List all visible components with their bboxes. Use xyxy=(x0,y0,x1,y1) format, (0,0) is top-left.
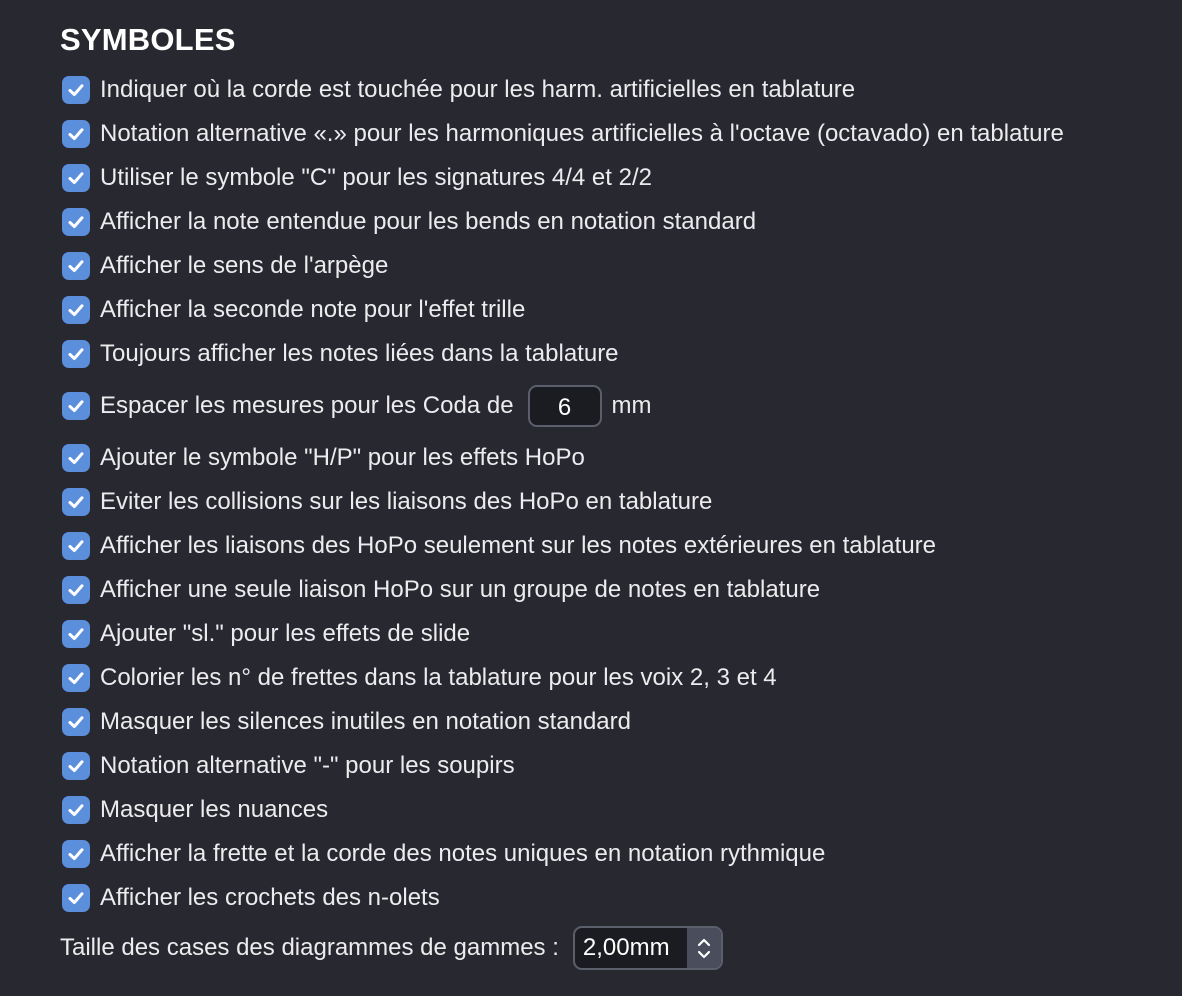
option-row[interactable] xyxy=(62,112,1172,156)
checkbox-checked[interactable] xyxy=(62,444,90,472)
coda-spacing-input[interactable]: 6 xyxy=(528,385,602,427)
option-row[interactable] xyxy=(62,700,1172,744)
checkbox-checked[interactable] xyxy=(62,752,90,780)
checkbox-checked[interactable] xyxy=(62,164,90,192)
option-label: Afficher une seule liaison HoPo sur un groupe de notes en tablature xyxy=(100,576,821,603)
checkbox-checked[interactable] xyxy=(62,392,90,420)
checkmark-icon xyxy=(66,668,86,688)
option-row-coda-spacing[interactable] xyxy=(62,376,1172,436)
checkmark-icon xyxy=(66,580,86,600)
option-row[interactable] xyxy=(62,332,1172,376)
checkmark-icon xyxy=(66,624,86,644)
option-label: Afficher la seconde note pour l'effet trille xyxy=(100,296,526,323)
scale-grid-size-label: Taille des cases des diagrammes de gammes : xyxy=(60,934,559,961)
coda-spacing-unit: mm xyxy=(611,392,652,419)
checkbox-checked[interactable] xyxy=(62,76,90,104)
option-row[interactable] xyxy=(62,200,1172,244)
section-title: SYMBOLES xyxy=(60,22,236,57)
checkmark-icon xyxy=(66,300,86,320)
option-label: Eviter les collisions sur les liaisons des HoPo en tablature xyxy=(100,488,713,515)
option-label: Colorier les n° de frettes dans la tablature pour les voix 2, 3 et 4 xyxy=(100,664,777,691)
checkbox-checked[interactable] xyxy=(62,884,90,912)
scale-grid-size-value[interactable]: 2,00mm xyxy=(582,934,670,961)
option-label: Notation alternative "-" pour les soupirs xyxy=(100,752,515,779)
option-label: Indiquer où la corde est touchée pour les harm. artificielles en tablature xyxy=(100,76,856,103)
option-row[interactable] xyxy=(62,244,1172,288)
checkmark-icon xyxy=(66,844,86,864)
option-label: Afficher les liaisons des HoPo seulement sur les notes extérieures en tablature xyxy=(100,532,937,559)
checkmark-icon xyxy=(66,888,86,908)
checkbox-checked[interactable] xyxy=(62,532,90,560)
checkbox-checked[interactable] xyxy=(62,840,90,868)
option-row[interactable] xyxy=(62,480,1172,524)
symbol-options-list xyxy=(62,68,1172,920)
option-label: Afficher la frette et la corde des notes uniques en notation rythmique xyxy=(100,840,826,867)
checkmark-icon xyxy=(66,256,86,276)
checkmark-icon xyxy=(66,448,86,468)
option-label: Afficher la note entendue pour les bends en notation standard xyxy=(100,208,757,235)
checkbox-checked[interactable] xyxy=(62,340,90,368)
checkbox-checked[interactable] xyxy=(62,576,90,604)
option-label: Notation alternative «.» pour les harmoniques artificielles à l'octave (octavado) en tablature xyxy=(100,120,1064,147)
checkmark-icon xyxy=(66,396,86,416)
checkbox-checked[interactable] xyxy=(62,208,90,236)
checkmark-icon xyxy=(66,212,86,232)
checkbox-checked[interactable] xyxy=(62,296,90,324)
option-row[interactable] xyxy=(62,524,1172,568)
option-row[interactable] xyxy=(62,744,1172,788)
chevron-down-icon[interactable] xyxy=(697,950,711,960)
checkmark-icon xyxy=(66,124,86,144)
scale-grid-size-stepper[interactable] xyxy=(573,926,723,970)
option-row[interactable] xyxy=(62,788,1172,832)
option-label: Afficher les crochets des n-olets xyxy=(100,884,440,911)
option-label: Masquer les nuances xyxy=(100,796,329,823)
checkbox-checked[interactable] xyxy=(62,664,90,692)
option-row[interactable] xyxy=(62,612,1172,656)
option-row[interactable] xyxy=(62,68,1172,112)
checkbox-checked[interactable] xyxy=(62,120,90,148)
option-row[interactable] xyxy=(62,156,1172,200)
checkmark-icon xyxy=(66,756,86,776)
checkmark-icon xyxy=(66,536,86,556)
checkbox-checked[interactable] xyxy=(62,620,90,648)
stepper-arrows[interactable] xyxy=(687,928,721,968)
checkmark-icon xyxy=(66,712,86,732)
chevron-up-icon[interactable] xyxy=(697,937,711,947)
checkbox-checked[interactable] xyxy=(62,488,90,516)
option-row[interactable] xyxy=(62,832,1172,876)
checkmark-icon xyxy=(66,800,86,820)
option-label: Masquer les silences inutiles en notation standard xyxy=(100,708,631,735)
checkmark-icon xyxy=(66,80,86,100)
checkmark-icon xyxy=(66,492,86,512)
checkbox-checked[interactable] xyxy=(62,708,90,736)
option-label: Espacer les mesures pour les Coda de xyxy=(100,392,514,419)
option-label: Afficher le sens de l'arpège xyxy=(100,252,389,279)
option-label: Ajouter le symbole "H/P" pour les effets HoPo xyxy=(100,444,585,471)
option-row[interactable] xyxy=(62,288,1172,332)
option-label: Utiliser le symbole "C" pour les signatures 4/4 et 2/2 xyxy=(100,164,652,191)
checkmark-icon xyxy=(66,168,86,188)
option-row[interactable] xyxy=(62,436,1172,480)
option-row[interactable] xyxy=(62,876,1172,920)
option-label: Ajouter "sl." pour les effets de slide xyxy=(100,620,471,647)
option-row[interactable] xyxy=(62,656,1172,700)
option-row[interactable] xyxy=(62,568,1172,612)
checkbox-checked[interactable] xyxy=(62,796,90,824)
scale-grid-size-row xyxy=(60,924,723,972)
checkbox-checked[interactable] xyxy=(62,252,90,280)
checkmark-icon xyxy=(66,344,86,364)
option-label: Toujours afficher les notes liées dans la tablature xyxy=(100,340,619,367)
